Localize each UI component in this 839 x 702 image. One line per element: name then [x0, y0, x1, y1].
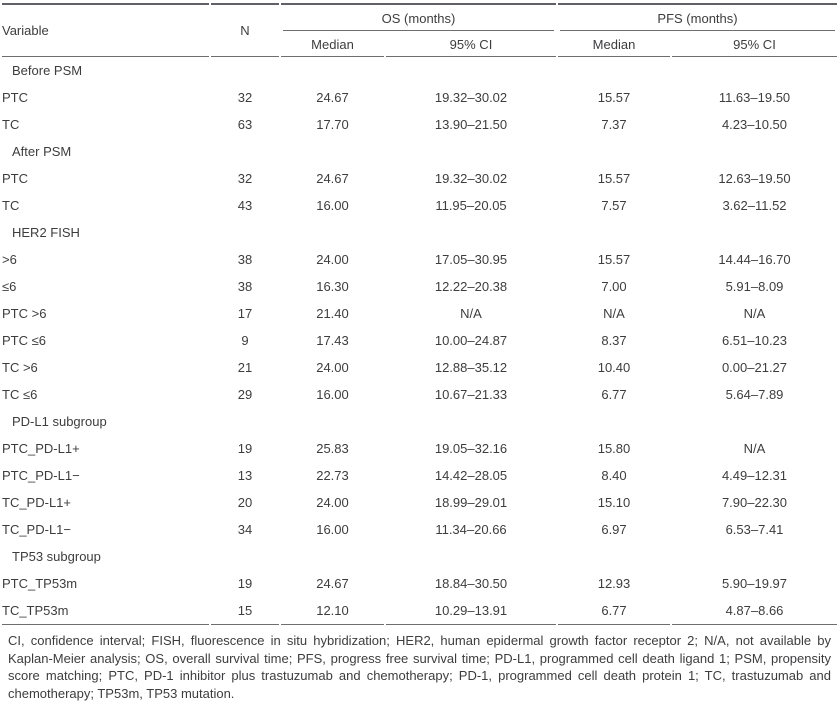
table-row — [2, 165, 837, 192]
n-cell — [211, 543, 279, 570]
table-row — [2, 246, 837, 273]
pfs-ci-cell: 6.53–7.41 — [725, 522, 784, 537]
os-median-cell: 24.00 — [316, 495, 349, 510]
pfs-median-cell: 15.80 — [597, 441, 631, 456]
n-cell: 20 — [237, 495, 253, 510]
pfs-ci-cell: 5.90–19.97 — [721, 576, 788, 591]
os-median-cell: 17.43 — [316, 333, 349, 348]
os-median-cell — [281, 138, 384, 165]
pfs-median-cell — [558, 57, 670, 84]
table-row — [2, 327, 837, 354]
pfs-median-cell: 12.93 — [597, 576, 631, 591]
pfs-median-cell — [558, 219, 670, 246]
table-row — [2, 570, 837, 597]
n-cell: 21 — [237, 360, 253, 375]
pfs-ci-cell: 14.44–16.70 — [718, 252, 791, 267]
survival-outcomes-table — [0, 3, 839, 625]
pfs-median-cell — [558, 408, 670, 435]
n-cell: 38 — [237, 252, 253, 267]
os-ci-cell: 12.88–35.12 — [434, 360, 508, 375]
pfs-ci-cell: 6.51–10.23 — [721, 333, 788, 348]
pfs-median-cell: N/A — [603, 306, 625, 321]
pfs-ci-cell: 5.91–8.09 — [725, 279, 784, 294]
table-row — [2, 111, 837, 138]
table-row — [2, 597, 837, 625]
pfs-median-cell: 7.57 — [601, 198, 627, 213]
subheader-os-median: Median — [281, 32, 384, 57]
pfs-ci-cell — [672, 219, 837, 246]
pfs-ci-cell: 3.62–11.52 — [722, 198, 787, 213]
section-label-cell: After PSM — [12, 144, 72, 159]
row-label-cell: PTC ≤6 — [2, 333, 46, 348]
row-label-cell: TC_PD-L1− — [2, 522, 71, 537]
n-cell: 15 — [211, 597, 279, 625]
section-row — [2, 219, 837, 246]
pfs-median-cell: 8.37 — [601, 333, 627, 348]
col-header-n: N — [211, 3, 279, 57]
os-ci-cell: N/A — [460, 306, 482, 321]
section-label-cell: HER2 FISH — [12, 225, 80, 240]
pfs-median-cell: 6.77 — [601, 387, 627, 402]
os-median-cell: 16.00 — [316, 522, 349, 537]
table-row — [2, 489, 837, 516]
n-cell: 63 — [237, 117, 253, 132]
pfs-median-cell: 6.97 — [601, 522, 627, 537]
pfs-ci-cell: N/A — [743, 306, 766, 321]
row-label-cell: TC — [2, 117, 20, 132]
pfs-ci-cell: 5.64–7.89 — [725, 387, 784, 402]
os-ci-cell: 17.05–30.95 — [434, 252, 508, 267]
table-row — [2, 354, 837, 381]
col-header-variable: Variable — [2, 3, 209, 57]
section-label-cell: Before PSM — [12, 63, 83, 78]
section-label-cell: TP53 subgroup — [12, 549, 101, 564]
row-label-cell: TC — [2, 198, 20, 213]
os-median-cell: 21.40 — [316, 306, 349, 321]
pfs-ci-cell: 4.49–12.31 — [721, 468, 788, 483]
os-ci-cell: 10.29–13.91 — [386, 597, 556, 625]
os-median-cell: 17.70 — [316, 117, 349, 132]
table-row — [2, 381, 837, 408]
pfs-ci-cell — [672, 408, 837, 435]
os-ci-cell: 12.22–20.38 — [434, 279, 508, 294]
table-row — [2, 273, 837, 300]
os-median-cell: 16.30 — [316, 279, 349, 294]
table-row — [2, 435, 837, 462]
section-row — [2, 543, 837, 570]
os-ci-cell — [386, 138, 556, 165]
n-cell: 19 — [237, 576, 253, 591]
os-median-cell: 22.73 — [316, 468, 349, 483]
os-median-cell: 12.10 — [281, 597, 384, 625]
os-ci-cell: 18.84–30.50 — [434, 576, 508, 591]
row-label-cell: TC ≤6 — [2, 387, 38, 402]
os-median-cell: 25.83 — [316, 441, 349, 456]
os-ci-cell: 19.32–30.02 — [434, 90, 508, 105]
pfs-ci-cell: 4.87–8.66 — [672, 597, 837, 625]
n-cell — [211, 138, 279, 165]
os-ci-cell: 18.99–29.01 — [434, 495, 508, 510]
pfs-ci-cell: 11.63–19.50 — [718, 90, 791, 105]
row-label-cell: TC_TP53m — [2, 597, 209, 625]
row-label-cell: PTC — [2, 171, 28, 186]
section-label-cell: PD-L1 subgroup — [12, 414, 107, 429]
pfs-median-cell: 15.10 — [597, 495, 631, 510]
os-ci-cell: 14.42–28.05 — [434, 468, 508, 483]
pfs-median-cell: 8.40 — [601, 468, 627, 483]
os-median-cell: 16.00 — [316, 198, 349, 213]
pfs-ci-cell — [672, 138, 837, 165]
pfs-median-cell: 15.57 — [597, 90, 631, 105]
row-label-cell: TC >6 — [2, 360, 38, 375]
pfs-ci-cell: N/A — [743, 441, 766, 456]
table-row — [2, 462, 837, 489]
n-cell: 32 — [237, 171, 253, 186]
subheader-pfs-ci: 95% CI — [672, 32, 837, 57]
row-label-cell: ≤6 — [2, 279, 17, 294]
section-row — [2, 408, 837, 435]
os-median-cell — [281, 219, 384, 246]
pfs-ci-cell: 0.00–21.27 — [721, 360, 788, 375]
row-label-cell: PTC_PD-L1+ — [2, 441, 80, 456]
pfs-ci-cell — [672, 543, 837, 570]
table-row — [2, 300, 837, 327]
n-cell: 34 — [237, 522, 253, 537]
row-label-cell: PTC >6 — [2, 306, 47, 321]
os-median-cell — [281, 543, 384, 570]
col-group-os — [281, 3, 556, 32]
n-cell: 9 — [241, 333, 249, 348]
col-group-pfs — [558, 3, 837, 32]
pfs-median-cell: 15.57 — [597, 171, 631, 186]
row-label-cell: PTC — [2, 90, 28, 105]
os-ci-cell — [386, 219, 556, 246]
n-cell: 19 — [237, 441, 253, 456]
os-ci-cell: 19.32–30.02 — [434, 171, 508, 186]
pfs-median-cell — [558, 543, 670, 570]
subheader-os-ci: 95% CI — [386, 32, 556, 57]
os-median-cell — [281, 408, 384, 435]
pfs-ci-cell — [672, 57, 837, 84]
table-footnote: CI, confidence interval; FISH, fluorescence in situ hybridization; HER2, human epidermal growth factor receptor 2; N/A, not available by Kaplan-Meier analysis; OS, overall survival time; PFS, progress free survival time; PD-L1, programmed cell death ligand 1; PSM, propensity score matching; PTC, PD-1 inhibitor plus trastuzumab and chemotherapy; PD-1, programmed cell death protein 1; TC, trastuzumab and chemotherapy; TP53m, TP53 mutation. — [8, 633, 831, 701]
n-cell: 29 — [237, 387, 253, 402]
n-cell: 38 — [237, 279, 253, 294]
os-ci-cell: 10.00–24.87 — [434, 333, 508, 348]
os-ci-cell — [386, 408, 556, 435]
os-median-cell: 24.00 — [316, 360, 349, 375]
os-ci-cell: 19.05–32.16 — [434, 441, 508, 456]
n-cell — [211, 219, 279, 246]
os-ci-cell — [386, 543, 556, 570]
table-row — [2, 192, 837, 219]
n-cell: 43 — [237, 198, 253, 213]
n-cell: 17 — [237, 306, 253, 321]
row-label-cell: PTC_TP53m — [2, 576, 78, 591]
pfs-ci-cell: 12.63–19.50 — [718, 171, 791, 186]
table-row — [2, 84, 837, 111]
pfs-median-cell: 6.77 — [558, 597, 670, 625]
pfs-median-cell: 15.57 — [597, 252, 631, 267]
subheader-pfs-median: Median — [558, 32, 670, 57]
os-median-cell: 24.00 — [316, 252, 349, 267]
header-row-groups — [2, 3, 837, 32]
os-median-cell: 24.67 — [316, 90, 349, 105]
pfs-median-cell: 7.37 — [601, 117, 627, 132]
col-group-pfs-label: PFS (months) — [560, 5, 835, 31]
pfs-median-cell: 10.40 — [597, 360, 631, 375]
row-label-cell: >6 — [2, 252, 17, 267]
os-median-cell — [281, 57, 384, 84]
os-median-cell: 24.67 — [316, 576, 349, 591]
row-label-cell: PTC_PD-L1− — [2, 468, 80, 483]
section-row — [2, 138, 837, 165]
table-header — [2, 3, 837, 57]
n-cell: 32 — [237, 90, 253, 105]
os-ci-cell — [386, 57, 556, 84]
os-ci-cell: 10.67–21.33 — [434, 387, 508, 402]
table-body — [2, 57, 837, 625]
n-cell — [211, 57, 279, 84]
n-cell — [211, 408, 279, 435]
section-row — [2, 57, 837, 84]
os-ci-cell: 11.34–20.66 — [435, 522, 507, 537]
pfs-median-cell — [558, 138, 670, 165]
pfs-ci-cell: 7.90–22.30 — [721, 495, 788, 510]
row-label-cell: TC_PD-L1+ — [2, 495, 71, 510]
os-median-cell: 16.00 — [316, 387, 349, 402]
os-ci-cell: 11.95–20.05 — [435, 198, 507, 213]
table-row — [2, 516, 837, 543]
n-cell: 13 — [237, 468, 253, 483]
os-ci-cell: 13.90–21.50 — [434, 117, 508, 132]
col-group-os-label: OS (months) — [283, 5, 554, 31]
os-median-cell: 24.67 — [316, 171, 349, 186]
pfs-median-cell: 7.00 — [601, 279, 627, 294]
pfs-ci-cell: 4.23–10.50 — [721, 117, 788, 132]
